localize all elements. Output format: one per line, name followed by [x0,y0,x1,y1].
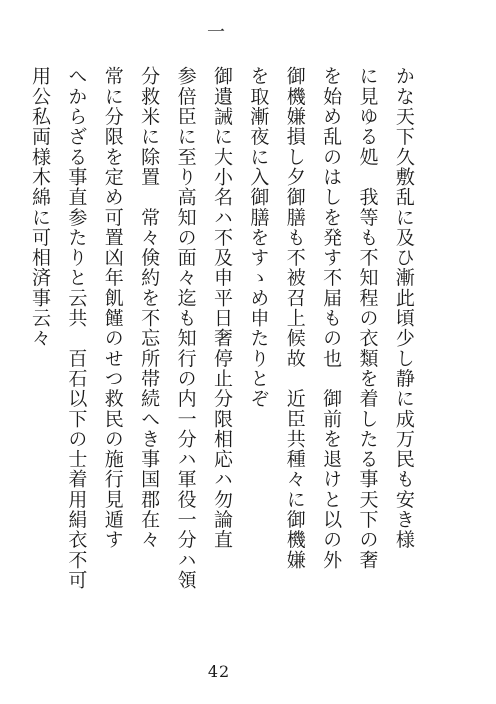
vertical-text-block [28,66,416,626]
text-column: を取漸夜に入御膳をすゝめ申たりとぞ [247,66,270,409]
text-column: かな天下久敷乱に及ひ漸此頃少し静に成万民も安き様 [392,66,415,550]
text-column: 御遺誡に大小名ハ不及申平日奢停止分限相応ハ勿論直 [210,66,233,550]
text-column: 分救米に除置 常々倹約を不忘所帯続へき事国郡在々 [138,66,161,550]
text-column: 常に分限を定め可置凶年飢饉のせつ救民の施行見遁す [101,66,124,550]
text-column: へからざる事直参たりと云共 百石以下の士着用絹衣不可 [65,66,88,590]
text-column: に見ゆる処 我等も不知程の衣類を着したる事天下の奢 [356,66,379,570]
text-column: 用公私両様木綿に可相済事云々 [29,66,51,349]
text-column: 御機嫌損し夕御膳も不被召上候故 近臣共種々に御機嫌 [283,66,306,570]
header-mark: 一 [207,22,225,43]
text-column: を始め乱のはしを発す不届もの也 御前を退けと以の外 [320,66,343,570]
page-number: 42 [207,662,231,681]
text-column: 参倍臣に至り高知の面々迄も知行の内一分ハ軍役一分ハ領 [174,66,197,590]
